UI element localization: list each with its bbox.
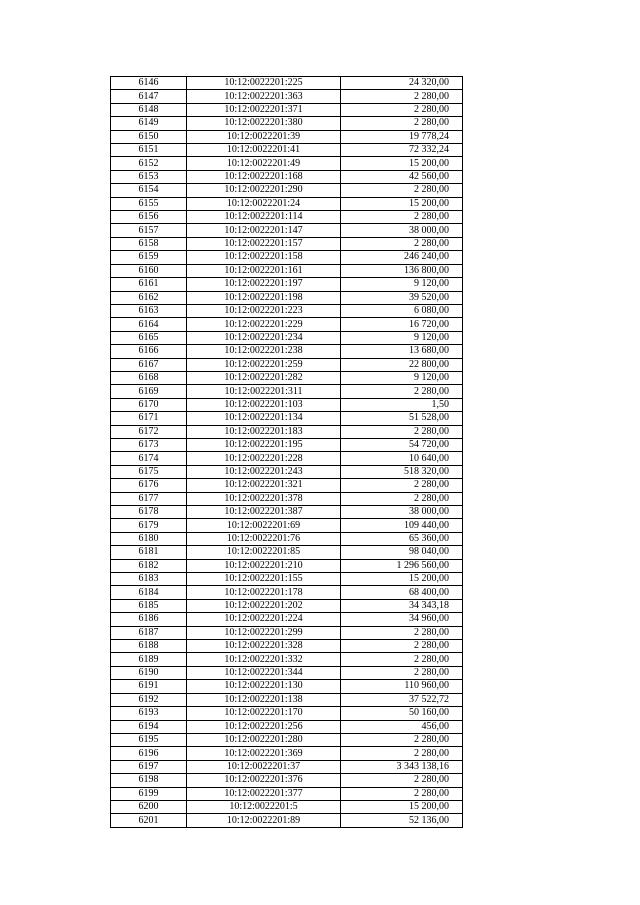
table-row [111, 707, 463, 720]
row-number-cell: 6173 [111, 438, 187, 451]
cadastral-number-cell: 10:12:0022201:311 [187, 385, 341, 398]
row-number-cell: 6152 [111, 157, 187, 170]
cadastral-number-cell: 10:12:0022201:49 [187, 157, 341, 170]
amount-cell: 2 280,00 [341, 774, 463, 787]
cadastral-number-cell: 10:12:0022201:155 [187, 573, 341, 586]
amount-cell: 2 280,00 [341, 666, 463, 679]
cadastral-number-cell: 10:12:0022201:130 [187, 680, 341, 693]
row-number-cell: 6189 [111, 653, 187, 666]
amount-cell: 2 280,00 [341, 640, 463, 653]
amount-cell: 38 000,00 [341, 506, 463, 519]
row-number-cell: 6187 [111, 626, 187, 639]
cadastral-number-cell: 10:12:0022201:69 [187, 519, 341, 532]
cadastral-number-cell: 10:12:0022201:299 [187, 626, 341, 639]
table-row [111, 546, 463, 559]
table-row [111, 733, 463, 746]
amount-cell: 2 280,00 [341, 479, 463, 492]
amount-cell: 9 120,00 [341, 331, 463, 344]
cadastral-number-cell: 10:12:0022201:195 [187, 438, 341, 451]
table-row [111, 747, 463, 760]
cadastral-number-cell: 10:12:0022201:377 [187, 787, 341, 800]
row-number-cell: 6194 [111, 720, 187, 733]
cadastral-number-cell: 10:12:0022201:183 [187, 425, 341, 438]
amount-cell: 98 040,00 [341, 546, 463, 559]
row-number-cell: 6164 [111, 318, 187, 331]
amount-cell: 136 800,00 [341, 264, 463, 277]
amount-cell: 65 360,00 [341, 532, 463, 545]
amount-cell: 109 440,00 [341, 519, 463, 532]
row-number-cell: 6160 [111, 264, 187, 277]
table-row [111, 157, 463, 170]
table-row [111, 640, 463, 653]
cadastral-number-cell: 10:12:0022201:158 [187, 251, 341, 264]
cadastral-number-cell: 10:12:0022201:157 [187, 237, 341, 250]
amount-cell: 110 960,00 [341, 680, 463, 693]
table-row [111, 117, 463, 130]
table-row [111, 586, 463, 599]
table-row [111, 425, 463, 438]
amount-cell: 2 280,00 [341, 747, 463, 760]
table-row [111, 479, 463, 492]
table-row [111, 345, 463, 358]
row-number-cell: 6184 [111, 586, 187, 599]
amount-cell: 10 640,00 [341, 452, 463, 465]
row-number-cell: 6193 [111, 707, 187, 720]
cadastral-number-cell: 10:12:0022201:282 [187, 371, 341, 384]
amount-cell: 2 280,00 [341, 103, 463, 116]
cadastral-number-cell: 10:12:0022201:170 [187, 707, 341, 720]
table-row [111, 251, 463, 264]
row-number-cell: 6165 [111, 331, 187, 344]
cadastral-number-cell: 10:12:0022201:134 [187, 412, 341, 425]
row-number-cell: 6156 [111, 211, 187, 224]
table-row [111, 130, 463, 143]
table-row [111, 103, 463, 116]
row-number-cell: 6154 [111, 184, 187, 197]
cadastral-number-cell: 10:12:0022201:114 [187, 211, 341, 224]
amount-cell: 34 343,18 [341, 599, 463, 612]
cadastral-number-cell: 10:12:0022201:161 [187, 264, 341, 277]
cadastral-number-cell: 10:12:0022201:234 [187, 331, 341, 344]
row-number-cell: 6179 [111, 519, 187, 532]
cadastral-number-cell: 10:12:0022201:138 [187, 693, 341, 706]
row-number-cell: 6146 [111, 77, 187, 90]
row-number-cell: 6201 [111, 814, 187, 827]
cadastral-number-cell: 10:12:0022201:344 [187, 666, 341, 679]
cadastral-number-cell: 10:12:0022201:168 [187, 170, 341, 183]
row-number-cell: 6181 [111, 546, 187, 559]
cadastral-number-cell: 10:12:0022201:41 [187, 144, 341, 157]
table-row [111, 760, 463, 773]
cadastral-number-cell: 10:12:0022201:24 [187, 197, 341, 210]
amount-cell: 2 280,00 [341, 787, 463, 800]
table-row [111, 626, 463, 639]
cadastral-number-cell: 10:12:0022201:280 [187, 733, 341, 746]
table-row [111, 197, 463, 210]
amount-cell: 2 280,00 [341, 90, 463, 103]
row-number-cell: 6168 [111, 371, 187, 384]
amount-cell: 2 280,00 [341, 237, 463, 250]
table-row [111, 814, 463, 827]
amount-cell: 15 200,00 [341, 573, 463, 586]
cadastral-number-cell: 10:12:0022201:85 [187, 546, 341, 559]
row-number-cell: 6195 [111, 733, 187, 746]
table-row [111, 90, 463, 103]
row-number-cell: 6151 [111, 144, 187, 157]
amount-cell: 52 136,00 [341, 814, 463, 827]
table-row [111, 371, 463, 384]
cadastral-number-cell: 10:12:0022201:37 [187, 760, 341, 773]
cadastral-number-cell: 10:12:0022201:202 [187, 599, 341, 612]
row-number-cell: 6176 [111, 479, 187, 492]
table-row [111, 800, 463, 813]
amount-cell: 38 000,00 [341, 224, 463, 237]
row-number-cell: 6191 [111, 680, 187, 693]
cadastral-number-cell: 10:12:0022201:229 [187, 318, 341, 331]
amount-cell: 2 280,00 [341, 117, 463, 130]
table-row [111, 613, 463, 626]
table-row [111, 666, 463, 679]
row-number-cell: 6149 [111, 117, 187, 130]
amount-cell: 2 280,00 [341, 653, 463, 666]
cadastral-number-cell: 10:12:0022201:328 [187, 640, 341, 653]
amount-cell: 37 522,72 [341, 693, 463, 706]
table-row [111, 224, 463, 237]
amount-cell: 9 120,00 [341, 278, 463, 291]
row-number-cell: 6188 [111, 640, 187, 653]
amount-cell: 68 400,00 [341, 586, 463, 599]
table-row [111, 693, 463, 706]
row-number-cell: 6163 [111, 304, 187, 317]
amount-cell: 54 720,00 [341, 438, 463, 451]
amount-cell: 2 280,00 [341, 425, 463, 438]
cadastral-number-cell: 10:12:0022201:198 [187, 291, 341, 304]
table-row [111, 237, 463, 250]
table-row [111, 653, 463, 666]
cadastral-number-cell: 10:12:0022201:380 [187, 117, 341, 130]
table-row [111, 291, 463, 304]
data-table [110, 76, 463, 828]
row-number-cell: 6199 [111, 787, 187, 800]
row-number-cell: 6155 [111, 197, 187, 210]
amount-cell: 456,00 [341, 720, 463, 733]
amount-cell: 16 720,00 [341, 318, 463, 331]
row-number-cell: 6200 [111, 800, 187, 813]
table-row [111, 77, 463, 90]
cadastral-number-cell: 10:12:0022201:223 [187, 304, 341, 317]
cadastral-number-cell: 10:12:0022201:243 [187, 465, 341, 478]
cadastral-number-cell: 10:12:0022201:5 [187, 800, 341, 813]
cadastral-number-cell: 10:12:0022201:363 [187, 90, 341, 103]
table-row [111, 573, 463, 586]
table-row [111, 465, 463, 478]
row-number-cell: 6166 [111, 345, 187, 358]
amount-cell: 22 800,00 [341, 358, 463, 371]
row-number-cell: 6148 [111, 103, 187, 116]
amount-cell: 6 080,00 [341, 304, 463, 317]
amount-cell: 518 320,00 [341, 465, 463, 478]
amount-cell: 42 560,00 [341, 170, 463, 183]
row-number-cell: 6169 [111, 385, 187, 398]
cadastral-number-cell: 10:12:0022201:378 [187, 492, 341, 505]
cadastral-number-cell: 10:12:0022201:371 [187, 103, 341, 116]
cadastral-number-cell: 10:12:0022201:178 [187, 586, 341, 599]
table-row [111, 438, 463, 451]
row-number-cell: 6167 [111, 358, 187, 371]
row-number-cell: 6172 [111, 425, 187, 438]
row-number-cell: 6196 [111, 747, 187, 760]
cadastral-number-cell: 10:12:0022201:147 [187, 224, 341, 237]
cadastral-number-cell: 10:12:0022201:387 [187, 506, 341, 519]
cadastral-number-cell: 10:12:0022201:369 [187, 747, 341, 760]
table-row [111, 452, 463, 465]
row-number-cell: 6174 [111, 452, 187, 465]
amount-cell: 2 280,00 [341, 211, 463, 224]
amount-cell: 1,50 [341, 398, 463, 411]
table-row [111, 559, 463, 572]
amount-cell: 19 778,24 [341, 130, 463, 143]
cadastral-number-cell: 10:12:0022201:39 [187, 130, 341, 143]
row-number-cell: 6158 [111, 237, 187, 250]
table-row [111, 412, 463, 425]
row-number-cell: 6159 [111, 251, 187, 264]
table-row [111, 506, 463, 519]
cadastral-number-cell: 10:12:0022201:228 [187, 452, 341, 465]
table-row [111, 358, 463, 371]
cadastral-number-cell: 10:12:0022201:332 [187, 653, 341, 666]
table-row [111, 774, 463, 787]
row-number-cell: 6186 [111, 613, 187, 626]
row-number-cell: 6178 [111, 506, 187, 519]
row-number-cell: 6177 [111, 492, 187, 505]
row-number-cell: 6198 [111, 774, 187, 787]
table-row [111, 720, 463, 733]
table-row [111, 278, 463, 291]
amount-cell: 39 520,00 [341, 291, 463, 304]
table-row [111, 264, 463, 277]
cadastral-number-cell: 10:12:0022201:103 [187, 398, 341, 411]
table-body [111, 77, 463, 828]
cadastral-number-cell: 10:12:0022201:224 [187, 613, 341, 626]
row-number-cell: 6192 [111, 693, 187, 706]
amount-cell: 3 343 138,16 [341, 760, 463, 773]
table-row [111, 532, 463, 545]
amount-cell: 51 528,00 [341, 412, 463, 425]
row-number-cell: 6153 [111, 170, 187, 183]
row-number-cell: 6190 [111, 666, 187, 679]
table-row [111, 492, 463, 505]
row-number-cell: 6147 [111, 90, 187, 103]
amount-cell: 1 296 560,00 [341, 559, 463, 572]
row-number-cell: 6150 [111, 130, 187, 143]
table-row [111, 304, 463, 317]
row-number-cell: 6171 [111, 412, 187, 425]
amount-cell: 246 240,00 [341, 251, 463, 264]
table-row [111, 787, 463, 800]
cadastral-number-cell: 10:12:0022201:238 [187, 345, 341, 358]
amount-cell: 50 160,00 [341, 707, 463, 720]
amount-cell: 9 120,00 [341, 371, 463, 384]
amount-cell: 2 280,00 [341, 626, 463, 639]
amount-cell: 2 280,00 [341, 385, 463, 398]
row-number-cell: 6182 [111, 559, 187, 572]
amount-cell: 13 680,00 [341, 345, 463, 358]
table-row [111, 331, 463, 344]
cadastral-number-cell: 10:12:0022201:89 [187, 814, 341, 827]
amount-cell: 2 280,00 [341, 492, 463, 505]
row-number-cell: 6197 [111, 760, 187, 773]
row-number-cell: 6157 [111, 224, 187, 237]
cadastral-number-cell: 10:12:0022201:256 [187, 720, 341, 733]
cadastral-number-cell: 10:12:0022201:376 [187, 774, 341, 787]
row-number-cell: 6170 [111, 398, 187, 411]
amount-cell: 24 320,00 [341, 77, 463, 90]
table-row [111, 519, 463, 532]
table-row [111, 680, 463, 693]
row-number-cell: 6185 [111, 599, 187, 612]
row-number-cell: 6183 [111, 573, 187, 586]
amount-cell: 2 280,00 [341, 184, 463, 197]
table-row [111, 144, 463, 157]
cadastral-number-cell: 10:12:0022201:76 [187, 532, 341, 545]
row-number-cell: 6162 [111, 291, 187, 304]
table-row [111, 599, 463, 612]
cadastral-number-cell: 10:12:0022201:321 [187, 479, 341, 492]
table-row [111, 385, 463, 398]
row-number-cell: 6180 [111, 532, 187, 545]
cadastral-number-cell: 10:12:0022201:197 [187, 278, 341, 291]
table-row [111, 318, 463, 331]
amount-cell: 15 200,00 [341, 800, 463, 813]
cadastral-number-cell: 10:12:0022201:259 [187, 358, 341, 371]
cadastral-number-cell: 10:12:0022201:290 [187, 184, 341, 197]
amount-cell: 15 200,00 [341, 197, 463, 210]
amount-cell: 15 200,00 [341, 157, 463, 170]
row-number-cell: 6161 [111, 278, 187, 291]
table-row [111, 170, 463, 183]
row-number-cell: 6175 [111, 465, 187, 478]
table-row [111, 184, 463, 197]
table-row [111, 211, 463, 224]
amount-cell: 34 960,00 [341, 613, 463, 626]
amount-cell: 72 332,24 [341, 144, 463, 157]
table-row [111, 398, 463, 411]
cadastral-number-cell: 10:12:0022201:225 [187, 77, 341, 90]
cadastral-number-cell: 10:12:0022201:210 [187, 559, 341, 572]
amount-cell: 2 280,00 [341, 733, 463, 746]
